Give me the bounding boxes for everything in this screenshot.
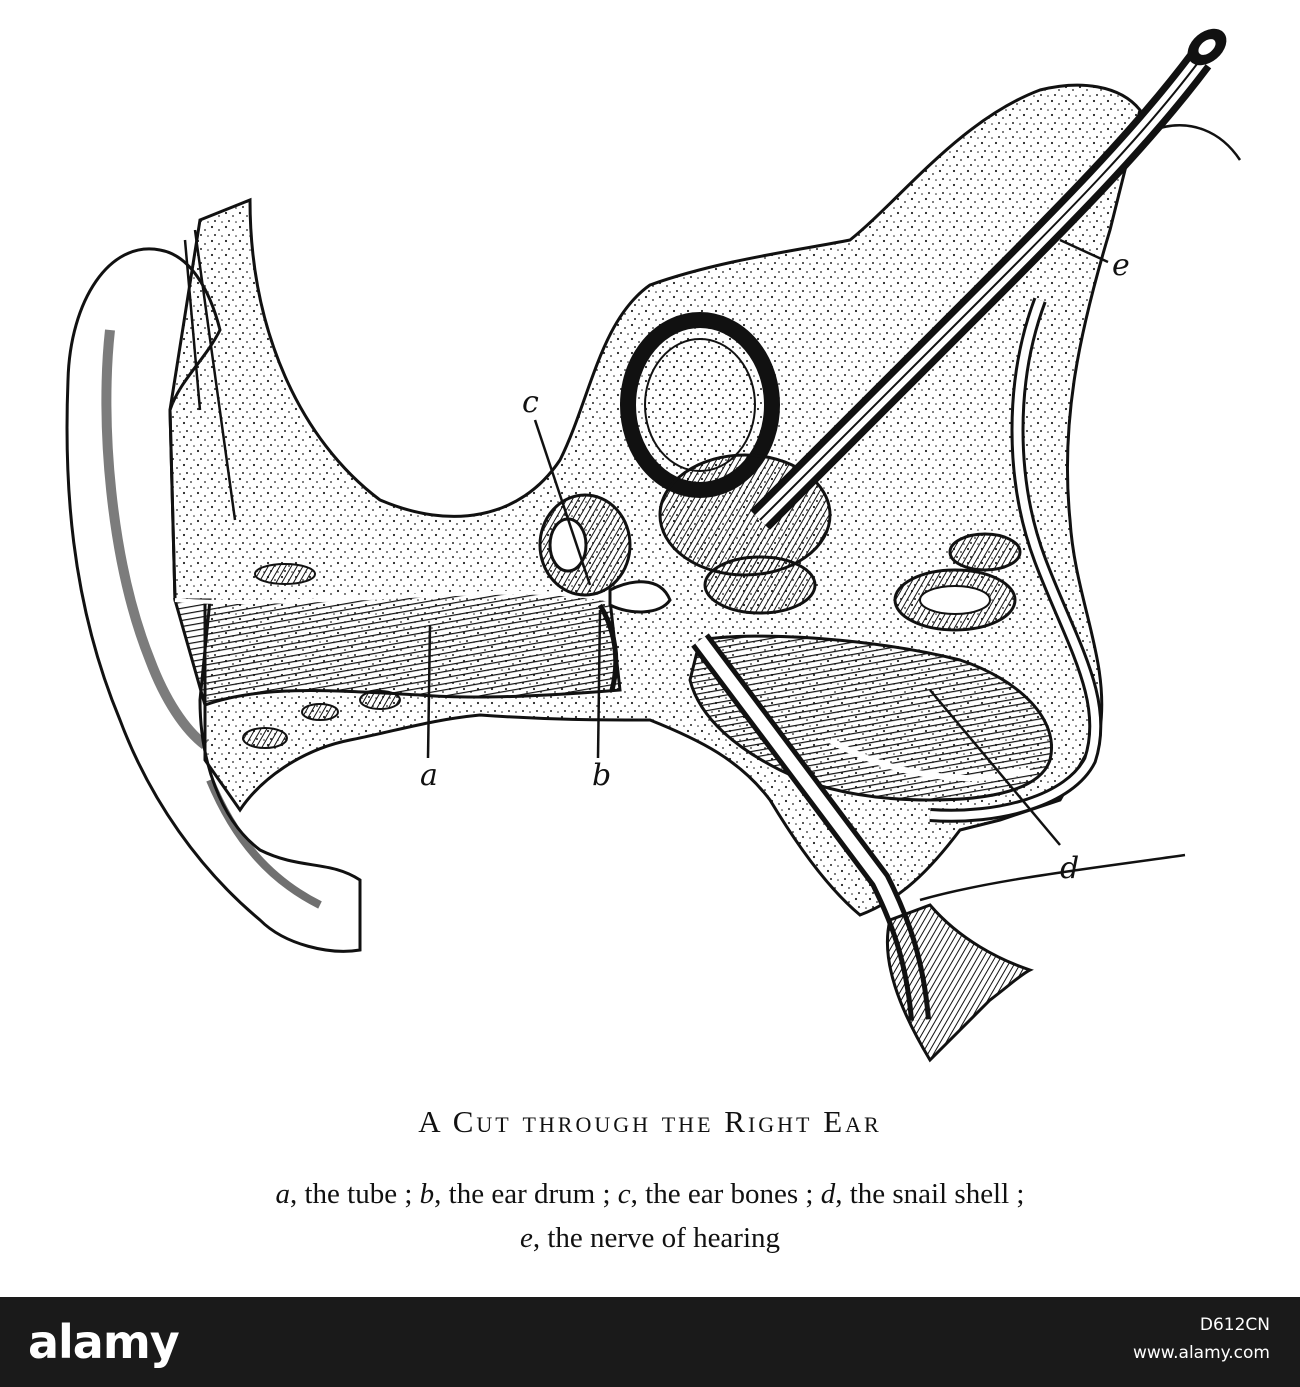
legend-text-d: , the snail shell ; xyxy=(835,1178,1025,1210)
legend-letter-c: c xyxy=(617,1178,631,1210)
label-e: e xyxy=(1112,248,1130,283)
legend-text-a: , the tube ; xyxy=(290,1178,413,1210)
legend-letter-a: a xyxy=(275,1178,290,1210)
figure-caption-title: A Cut through the Right Ear xyxy=(418,1104,882,1139)
legend-text-c: , the ear bones ; xyxy=(630,1178,814,1210)
auditory-canal xyxy=(175,593,620,705)
image-id: D612CN xyxy=(1199,1315,1270,1335)
legend-text-e: , the nerve of hearing xyxy=(532,1222,781,1254)
brand-logo[interactable]: alamy xyxy=(28,1315,179,1369)
legend-text-b: , the ear drum ; xyxy=(434,1178,611,1210)
label-d: d xyxy=(1060,851,1080,886)
legend-letter-d: d xyxy=(820,1178,836,1210)
label-b: b xyxy=(592,758,612,793)
legend-letter-b: b xyxy=(419,1178,435,1210)
image-id-block xyxy=(1133,1311,1270,1367)
legend-letter-e: e xyxy=(519,1222,533,1254)
watermark-footer xyxy=(0,1297,1300,1387)
legend-line-1 xyxy=(0,1172,1300,1216)
figure-legend xyxy=(0,1172,1300,1260)
legend-line-2 xyxy=(0,1216,1300,1260)
site-link[interactable]: www.alamy.com xyxy=(1132,1343,1270,1363)
label-a: a xyxy=(420,758,438,793)
label-c: c xyxy=(522,385,539,420)
